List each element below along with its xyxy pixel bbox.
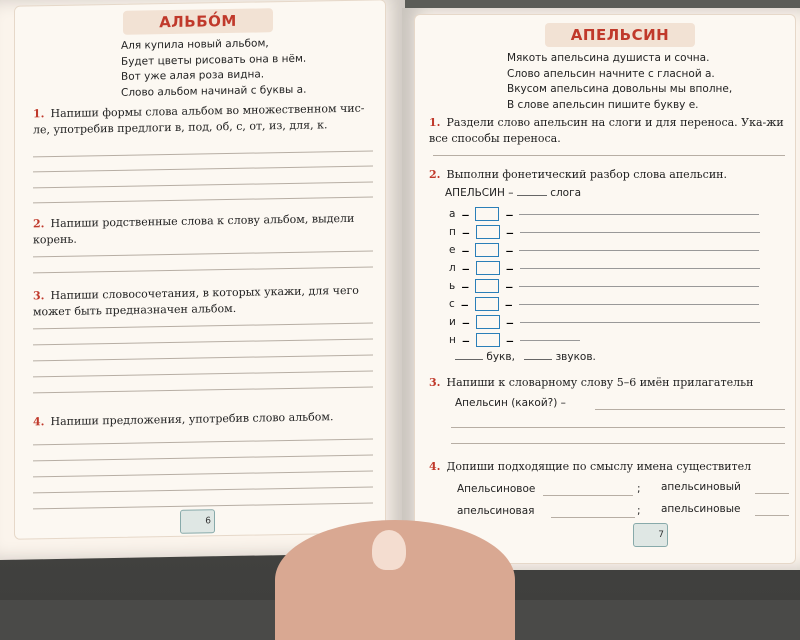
left-page-frame <box>14 0 386 540</box>
answer-line <box>520 268 760 269</box>
phonetic-row <box>449 331 580 349</box>
answer-line <box>755 493 789 494</box>
dash: – <box>505 222 514 242</box>
dash: – <box>461 312 470 332</box>
task4-word: апельсиновый <box>661 481 741 493</box>
answer-line <box>543 495 633 496</box>
left-task-2 <box>33 210 373 248</box>
task-text: Раздели слово апельсин на слоги и для переноса. Ука-жи все способы переноса. <box>429 116 784 145</box>
fingernail <box>372 530 406 570</box>
syllable-blank <box>517 195 547 196</box>
right-task-1 <box>429 115 785 147</box>
phonetic-row <box>449 313 760 331</box>
task3-prompt: Апельсин (какой?) – <box>455 397 566 409</box>
task4-word: Апельсиновое <box>457 483 536 495</box>
dash: – <box>461 258 470 278</box>
task4-word: апельсиновые <box>661 503 741 515</box>
phonetic-header <box>445 187 581 199</box>
letter: и <box>449 316 456 328</box>
phonetic-row <box>449 277 759 295</box>
sound-box <box>476 333 500 347</box>
dash: – <box>505 258 514 278</box>
task-text: Напиши родственные слова к слову альбом, выдели корень. <box>33 211 355 247</box>
page-number-left <box>180 509 215 534</box>
dash: – <box>460 294 469 314</box>
letter: н <box>449 334 456 346</box>
answer-line <box>451 427 785 428</box>
right-page <box>402 8 800 570</box>
dash: – <box>504 294 513 314</box>
answer-line <box>33 322 373 329</box>
dash: – <box>505 240 514 260</box>
semicolon: ; <box>637 483 641 495</box>
dash: – <box>461 204 470 224</box>
poem-line: Слово апельсин начните с гласной а. <box>507 67 715 80</box>
phonetic-row <box>449 241 759 259</box>
dash: – <box>461 240 470 260</box>
right-task-2 <box>429 167 785 183</box>
task-number: 3. <box>33 289 45 303</box>
dash: – <box>461 222 470 242</box>
answer-line <box>520 322 760 323</box>
left-task-4 <box>33 408 373 430</box>
phonetic-row <box>449 223 760 241</box>
right-task-4 <box>429 459 799 475</box>
answer-line <box>519 250 759 251</box>
letters-blank <box>455 359 483 360</box>
dash: – <box>461 276 470 296</box>
answer-line <box>33 502 373 509</box>
answer-line <box>33 165 373 172</box>
poem-line: Вот уже алая роза видна. <box>121 68 265 83</box>
page-number-text: 7 <box>658 530 664 540</box>
page-number-right <box>633 523 668 547</box>
answer-line <box>520 340 580 341</box>
task-number: 1. <box>33 107 45 121</box>
answer-line <box>33 454 373 461</box>
dash: – <box>505 276 514 296</box>
dash: – <box>505 204 514 224</box>
answer-line <box>33 386 373 393</box>
sounds-blank <box>524 359 552 360</box>
right-page-frame <box>414 14 796 564</box>
answer-line <box>33 150 373 157</box>
task-text: Выполни фонетический разбор слова апельсин. <box>446 168 727 181</box>
sound-box <box>475 243 499 257</box>
task-number: 4. <box>33 415 45 429</box>
poem-line: Вкусом апельсина довольны мы вполне, <box>507 83 733 95</box>
answer-line <box>33 181 373 188</box>
answer-line <box>520 232 760 233</box>
task-text: Напиши словосочетания, в которых укажи, для чего может быть предназначен альбом. <box>33 283 359 319</box>
phonetic-row <box>449 259 760 277</box>
sounds-label: звуков. <box>555 351 596 363</box>
right-task-3 <box>429 375 799 391</box>
answer-line <box>451 443 785 444</box>
letters-label: букв, <box>486 351 515 363</box>
letter: ь <box>449 280 456 292</box>
sound-box <box>475 279 499 293</box>
answer-line <box>519 286 759 287</box>
right-title: АПЕЛЬСИН <box>545 23 695 47</box>
answer-line <box>433 155 785 156</box>
answer-line <box>519 214 759 215</box>
answer-line <box>519 304 759 305</box>
poem-line: Аля купила новый альбом, <box>121 37 269 52</box>
letter: с <box>449 298 455 310</box>
poem-line: Слово альбом начинай с буквы а. <box>121 83 307 99</box>
sound-box <box>475 207 499 221</box>
phonetic-word: АПЕЛЬСИН <box>445 187 505 199</box>
left-task-1 <box>33 100 373 138</box>
answer-line <box>33 354 373 361</box>
task-text: Допиши подходящие по смыслу имена существител <box>446 460 752 473</box>
answer-line <box>755 515 789 516</box>
sound-box <box>476 315 500 329</box>
phonetic-suffix: слога <box>550 187 582 199</box>
answer-line <box>33 196 373 203</box>
dash: – <box>461 330 470 350</box>
left-task-3 <box>33 282 373 320</box>
letter: е <box>449 244 456 256</box>
task-text: Напиши к словарному слову 5–6 имён прилагательн <box>446 376 754 389</box>
answer-line <box>33 250 373 257</box>
answer-line <box>33 266 373 273</box>
task-number: 2. <box>429 168 441 181</box>
task-text: Напиши предложения, употребив слово альбом. <box>50 410 334 429</box>
task-number: 4. <box>429 460 441 473</box>
dash: – <box>505 312 514 332</box>
task4-word: апельсиновая <box>457 505 535 517</box>
dash: – <box>505 330 514 350</box>
left-poem <box>121 36 306 101</box>
semicolon: ; <box>637 505 641 517</box>
left-title: АЛЬБО́М <box>123 8 273 35</box>
letter: а <box>449 208 456 220</box>
left-page <box>0 0 405 560</box>
task-number: 3. <box>429 376 441 389</box>
sound-box <box>476 261 500 275</box>
answer-line <box>33 338 373 345</box>
phonetic-row <box>449 295 759 313</box>
task-number: 1. <box>429 116 441 129</box>
page-number-text: 6 <box>205 516 211 527</box>
dash: – <box>508 187 517 199</box>
answer-line <box>33 486 373 493</box>
task-number: 2. <box>33 217 45 231</box>
right-poem <box>507 51 732 113</box>
phonetic-row <box>449 205 759 223</box>
poem-line: В слове апельсин пишите букву е. <box>507 98 699 111</box>
letter: л <box>449 262 456 274</box>
poem-line: Мякоть апельсина душиста и сочна. <box>507 52 710 64</box>
sound-box <box>475 297 499 311</box>
answer-line <box>33 438 373 445</box>
phonetic-footer <box>455 351 596 363</box>
letter: п <box>449 226 456 238</box>
poem-line: Будет цветы рисовать она в нём. <box>121 52 307 68</box>
answer-line <box>33 370 373 377</box>
answer-line <box>551 517 635 518</box>
task-text: Напиши формы слова альбом во множественном чис-ле, употребив предлоги в, под, об, с, от, из, для, к. <box>33 101 365 137</box>
answer-line <box>33 470 373 477</box>
answer-line <box>595 409 785 410</box>
sound-box <box>476 225 500 239</box>
